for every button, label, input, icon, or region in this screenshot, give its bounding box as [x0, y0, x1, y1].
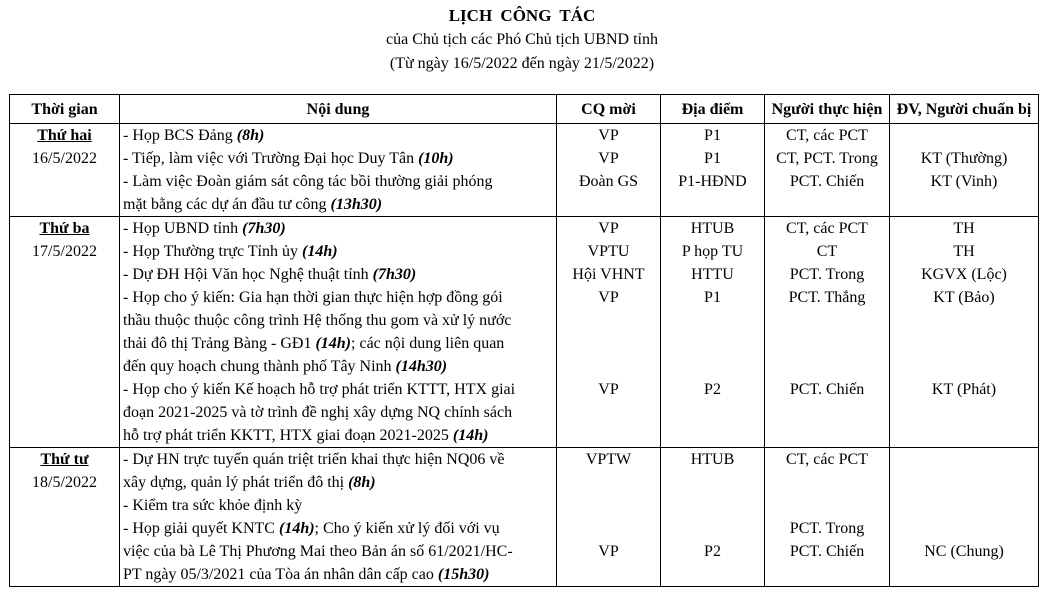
executor-cell: CT, các PCT PCT. Trong PCT. Chiến [765, 448, 890, 587]
date-range: (Từ ngày 16/5/2022 đến ngày 21/5/2022) [389, 55, 655, 72]
agenda-item: - Họp Thường trực Tỉnh ủy (14h) [123, 243, 338, 260]
col-header-location: Địa điểm [661, 95, 765, 124]
schedule-table [9, 94, 1039, 587]
day-row-monday [10, 124, 1039, 217]
inviter-cell: VPTW VP [557, 448, 661, 587]
day-cell [10, 124, 120, 217]
day-cell [10, 217, 120, 448]
page-title: LỊCH CÔNG TÁC [448, 6, 596, 25]
agenda-item: - Làm việc Đoàn giám sát công tác bồi thường giải phóng mặt bằng các dự án đầu tư công (13h30) [123, 173, 493, 213]
preparer-cell: TH TH KGVX (Lộc) KT (Bảo) KT (Phát) [890, 217, 1039, 448]
day-row-tuesday [10, 217, 1039, 448]
preparer-cell: NC (Chung) [890, 448, 1039, 587]
agenda-item: - Họp giải quyết KNTC (14h); Cho ý kiến xử lý đối với vụ việc của bà Lê Thị Phương Mai theo Bản án số 61/2021/HC- PT ngày 05/3/2021 của Tòa án nhân dân cấp cao (15h30) [123, 520, 513, 583]
day-name: Thứ tư [40, 451, 89, 468]
location-cell: P1 P1 P1-HĐND [661, 124, 765, 217]
agenda-item: - Dự HN trực tuyến quán triệt triển khai thực hiện NQ06 về xây dựng, quản lý phát triển đô thị (8h) [123, 451, 505, 491]
header-row [10, 95, 1039, 124]
content-cell [120, 217, 557, 448]
executor-cell: CT, các PCT CT, PCT. Trong PCT. Chiến [765, 124, 890, 217]
agenda-item: - Tiếp, làm việc với Trường Đại học Duy Tân (10h) [123, 150, 454, 167]
day-date: 16/5/2022 [32, 150, 97, 167]
agenda-item: - Họp UBND tỉnh (7h30) [123, 220, 286, 237]
col-header-time: Thời gian [10, 95, 120, 124]
day-cell [10, 448, 120, 587]
location-cell: HTUB P2 [661, 448, 765, 587]
preparer-cell: KT (Thường) KT (Vinh) [890, 124, 1039, 217]
col-header-inviter: CQ mời [557, 95, 661, 124]
col-header-preparer: ĐV, Người chuẩn bị [890, 95, 1039, 124]
agenda-item: - Họp cho ý kiến: Gia hạn thời gian thực hiện hợp đồng gói thầu thuộc thuộc công trình Hệ thống thu gom và xử lý nước thải đô thị Trảng Bàng - GĐ1 (14h); các nội dung liên quan đến quy hoạch chung thành phố Tây Ninh (14h30) [123, 289, 512, 375]
day-row-wednesday [10, 448, 1039, 587]
col-header-executor: Người thực hiện [765, 95, 890, 124]
agenda-item: - Dự ĐH Hội Văn học Nghệ thuật tỉnh (7h30) [123, 266, 417, 283]
col-header-content: Nội dung [120, 95, 557, 124]
inviter-cell: VP VPTU Hội VHNT VP VP [557, 217, 661, 448]
content-cell [120, 448, 557, 587]
agenda-item: - Họp BCS Đảng (8h) [123, 127, 265, 144]
content-cell [120, 124, 557, 217]
day-date: 17/5/2022 [32, 243, 97, 260]
day-date: 18/5/2022 [32, 474, 97, 491]
agenda-item: - Kiểm tra sức khỏe định kỳ [123, 497, 303, 514]
page-subtitle: của Chủ tịch các Phó Chủ tịch UBND tỉnh [386, 31, 658, 48]
day-name: Thứ hai [37, 127, 92, 144]
day-name: Thứ ba [39, 220, 90, 237]
agenda-item: - Họp cho ý kiến Kế hoạch hỗ trợ phát triển KTTT, HTX giai đoạn 2021-2025 và tờ trình đề nghị xây dựng NQ chính sách hỗ trợ phát triển KKTT, HTX giai đoạn 2021-2025 (14h) [123, 381, 516, 444]
executor-cell: CT, các PCT CT PCT. Trong PCT. Thắng PCT. Chiến [765, 217, 890, 448]
location-cell: HTUB P họp TU HTTU P1 P2 [661, 217, 765, 448]
inviter-cell: VP VP Đoàn GS [557, 124, 661, 217]
